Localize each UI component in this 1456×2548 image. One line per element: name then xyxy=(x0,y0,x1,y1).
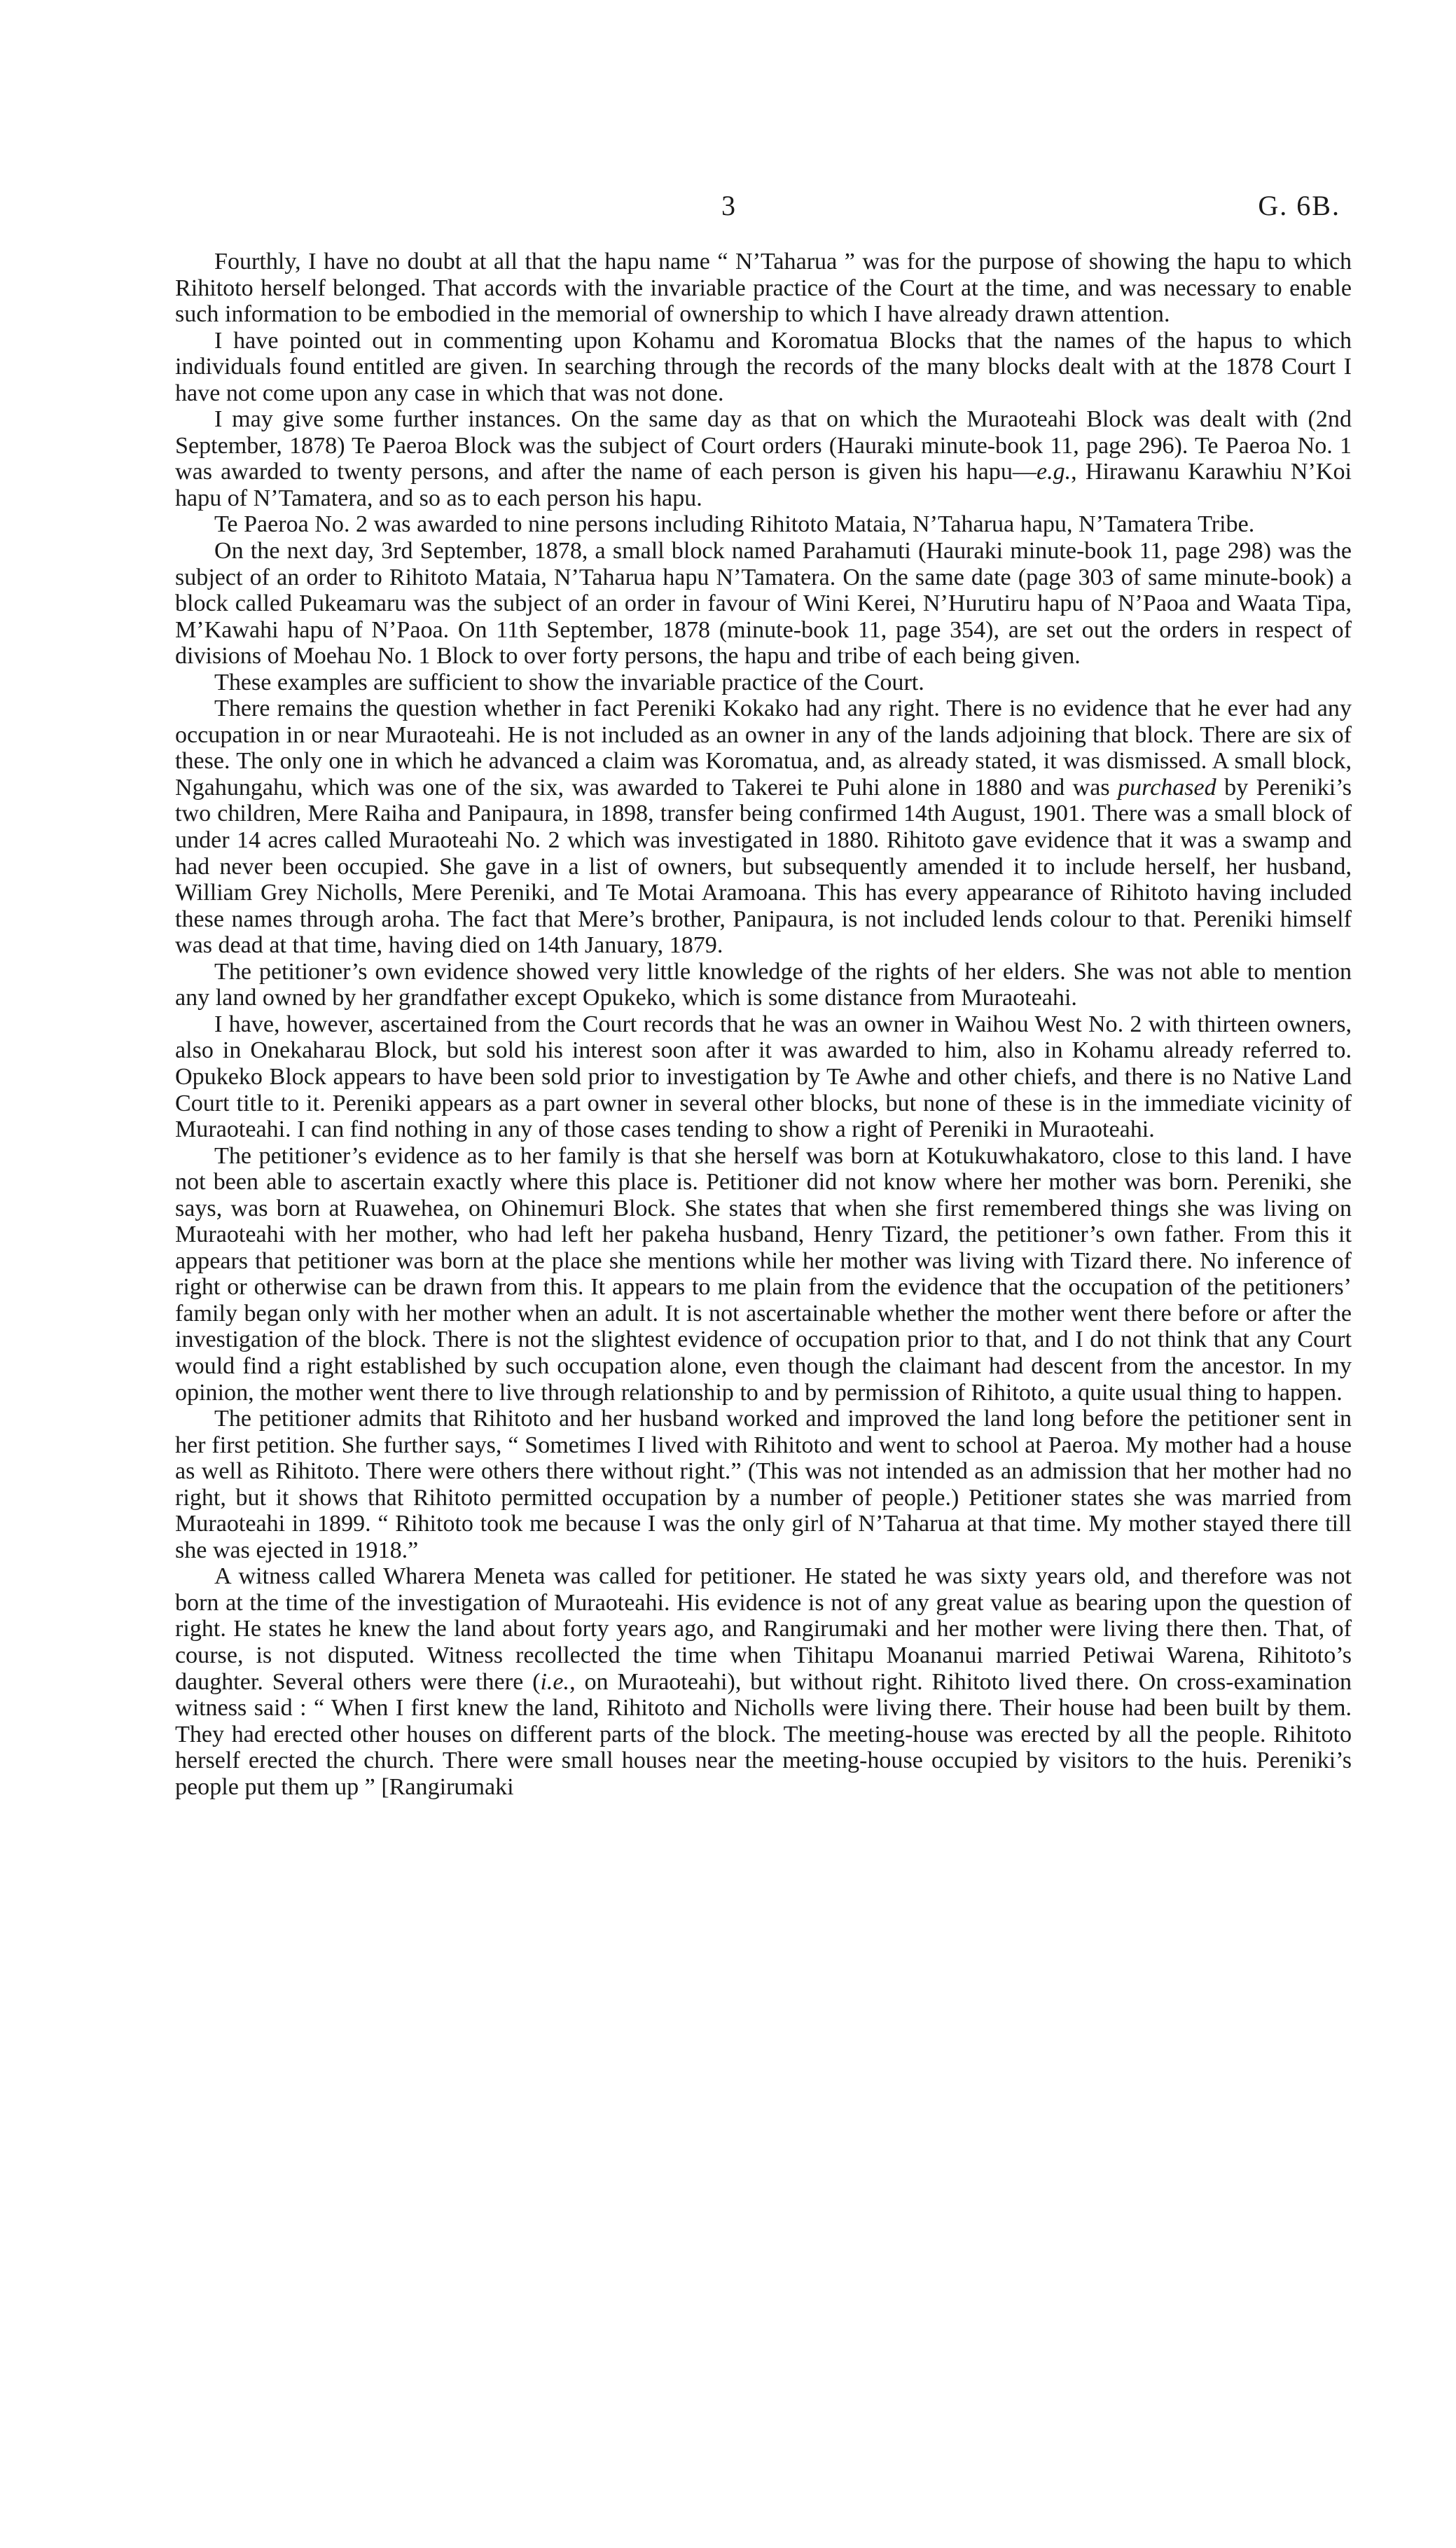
paragraph: I may give some further instances. On the same day as that on which the Muraoteahi Block was dealt with (2nd September, 1878) Te Paeroa Block was the subject of Court orders (Hauraki minute-book 11, page 296). Te Paeroa No. 1 was awarded to twenty persons, and after the name of each person is given his hapu—e.g., Hirawanu Karawhiu N’Koi hapu of N’Tamatera, and so as to each person his hapu. xyxy=(175,406,1352,511)
document-reference: G. 6B. xyxy=(1258,190,1340,221)
paragraph: The petitioner’s evidence as to her family is that she herself was born at Kotukuwhakatoro, close to this land. I have not been able to ascertain exactly where this place is. Petitioner did not know where her mother was born. Pereniki, she says, was born at Ruawehea, on Ohinemuri Block. She states that when she first remembered things she was living on Muraoteahi with her mother, who had left her pakeha husband, Henry Tizard, the petitioner’s own father. From this it appears that petitioner was born at the place she mentions while her mother was living with Tizard there. No inference of right or otherwise can be drawn from this. It appears to me plain from the evidence that the occupation of the petitioners’ family began only with her mother when an adult. It is not ascertainable whether the mother went there before or after the investigation of the block. There is not the slightest evidence of occupation prior to that, and I do not think that any Court would find a right established by such occupation alone, even though the claimant had descent from the ancestor. In my opinion, the mother went there to live through relationship to and by permission of Rihitoto, a quite usual thing to happen. xyxy=(175,1142,1352,1406)
page-number: 3 xyxy=(721,190,735,221)
paragraph: The petitioner’s own evidence showed very little knowledge of the rights of her elders. She was not able to mention any land owned by her grandfather except Opukeko, which is some distance from Muraoteahi. xyxy=(175,958,1352,1011)
paragraph: The petitioner admits that Rihitoto and her husband worked and improved the land long before the petitioner sent in her first petition. She further says, “ Sometimes I lived with Rihitoto and went to school at Paeroa. My mother had a house as well as Rihitoto. There were others there without right.” (This was not intended as an admission that her mother had no right, but it shows that Rihitoto permitted occupation by a number of people.) Petitioner states she was married from Muraoteahi in 1899. “ Rihitoto took me because I was the only girl of N’Taharua at that time. My mother stayed there till she was ejected in 1918.” xyxy=(175,1406,1352,1563)
body-text xyxy=(175,249,1352,1800)
paragraph: A witness called Wharera Meneta was called for petitioner. He stated he was sixty years old, and therefore was not born at the time of the investigation of Muraoteahi. His evidence is not of any great value as bearing upon the question of right. He states he knew the land about forty years ago, and Rangirumaki and her mother were living there then. That, of course, is not disputed. Witness recollected the time when Tihitapu Moananui married Petiwai Warena, Rihitoto’s daughter. Several others were there (i.e., on Muraoteahi), but without right. Rihitoto lived there. On cross-examination witness said : “ When I first knew the land, Rihitoto and Nicholls were living there. Their house had been built by them. They had erected other houses on different parts of the block. The meeting-house was erected by all the people. Rihitoto herself erected the church. There were small houses near the meeting-house occupied by visitors to the huis. Pereniki’s people put them up ” [Rangirumaki xyxy=(175,1563,1352,1800)
paragraph: There remains the question whether in fact Pereniki Kokako had any right. There is no evidence that he ever had any occupation in or near Muraoteahi. He is not included as an owner in any of the lands adjoining that block. There are six of these. The only one in which he advanced a claim was Koromatua, and, as already stated, it was dismissed. A small block, Ngahungahu, which was one of the six, was awarded to Takerei te Puhi alone in 1880 and was purchased by Pereniki’s two children, Mere Raiha and Panipaura, in 1898, transfer being confirmed 14th August, 1901. There was a small block of under 14 acres called Muraoteahi No. 2 which was investigated in 1880. Rihitoto gave evidence that it was a swamp and had never been occupied. She gave in a list of owners, but subsequently amended it to include herself, her husband, William Grey Nicholls, Mere Pereniki, and Te Motai Aramoana. This has every appearance of Rihitoto having included these names through aroha. The fact that Mere’s brother, Panipaura, is not included lends colour to that. Pereniki himself was dead at that time, having died on 14th January, 1879. xyxy=(175,695,1352,959)
paragraph: These examples are sufficient to show the invariable practice of the Court. xyxy=(214,669,924,695)
paragraph: On the next day, 3rd September, 1878, a small block named Parahamuti (Hauraki minute-book 11, page 298) was the subject of an order to Rihitoto Mataia, N’Taharua hapu N’Tamatera. On the same date (page 303 of same minute-book) a block called Pukeamaru was the subject of an order in favour of Wini Kerei, N’Hurutiru hapu of N’Paoa and Waata Tipa, M’Kawahi hapu of N’Paoa. On 11th September, 1878 (minute-book 11, page 354), are set out the orders in respect of divisions of Moehau No. 1 Block to over forty persons, the hapu and tribe of each being given. xyxy=(175,538,1352,670)
paragraph: Fourthly, I have no doubt at all that the hapu name “ N’Taharua ” was for the purpose of showing the hapu to which Rihitoto herself belonged. That accords with the invariable practice of the Court at the time, and was necessary to enable such information to be embodied in the memorial of ownership to which I have already drawn attention. xyxy=(175,249,1352,328)
paragraph: Te Paeroa No. 2 was awarded to nine persons including Rihitoto Mataia, N’Taharua hapu, N’Tamatera Tribe. xyxy=(214,511,1255,538)
italic-text: i.e. xyxy=(540,1668,570,1695)
paragraph: I have pointed out in commenting upon Kohamu and Koromatua Blocks that the names of the hapus to which individuals found entitled are given. In searching through the records of the many blocks dealt with at the 1878 Court I have not come upon any case in which that was not done. xyxy=(175,327,1352,406)
paragraph: I have, however, ascertained from the Court records that he was an owner in Waihou West No. 2 with thirteen owners, also in Onekaharau Block, but sold his interest soon after it was awarded to him, also in Kohamu already referred to. Opukeko Block appears to have been sold prior to investigation by Te Awhe and other chiefs, and there is no Native Land Court title to it. Pereniki appears as a part owner in several other blocks, but none of these is in the immediate vicinity of Muraoteahi. I can find nothing in any of those cases tending to show a right of Pereniki in Muraoteahi. xyxy=(175,1011,1352,1143)
italic-text: purchased xyxy=(1118,774,1216,801)
italic-text: e.g. xyxy=(1036,459,1072,485)
